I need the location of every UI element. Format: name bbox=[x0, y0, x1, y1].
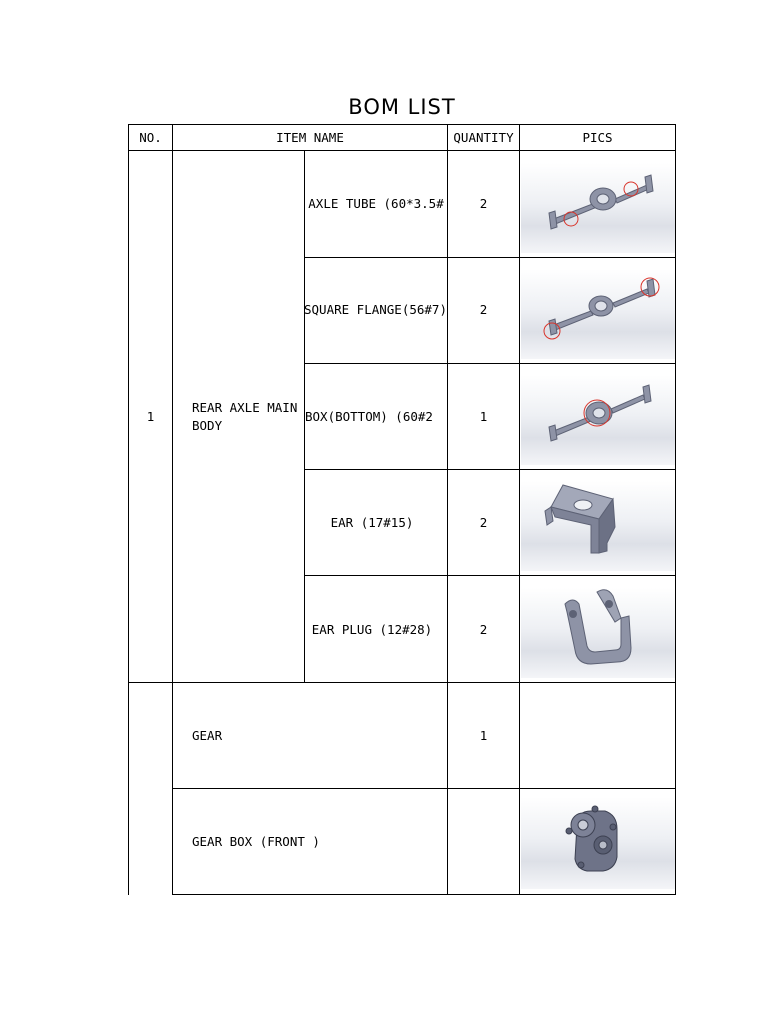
part-quantity: 2 bbox=[479, 196, 488, 211]
ear-bracket-drawing bbox=[521, 481, 675, 571]
row-divider bbox=[304, 257, 676, 258]
header-divider bbox=[128, 150, 676, 151]
part-name: EAR (17#15) bbox=[330, 515, 414, 530]
row-divider bbox=[304, 363, 676, 364]
group-number: 1 bbox=[146, 409, 155, 424]
header-no: NO. bbox=[139, 130, 162, 145]
column-divider-quantity bbox=[447, 124, 448, 895]
axle-flange-drawing bbox=[521, 269, 675, 359]
column-divider-no bbox=[172, 124, 173, 895]
axle-tube-drawing bbox=[521, 163, 675, 253]
table-border-top bbox=[128, 124, 676, 125]
part-name: GEAR bbox=[192, 728, 223, 743]
group-name: REAR AXLE MAIN BODY bbox=[192, 400, 298, 433]
header-pics: PICS bbox=[582, 130, 613, 145]
header-item-name: ITEM NAME bbox=[276, 130, 344, 145]
ear-plug-drawing bbox=[521, 588, 675, 678]
row-divider bbox=[304, 469, 676, 470]
part-quantity: 1 bbox=[479, 728, 488, 743]
part-quantity: 1 bbox=[479, 409, 488, 424]
part-name: GEAR BOX (FRONT ) bbox=[192, 834, 320, 849]
part-name: EAR PLUG (12#28) bbox=[311, 622, 433, 637]
row-divider bbox=[172, 788, 676, 789]
part-name: AXLE TUBE (60*3.5# bbox=[308, 196, 444, 211]
column-divider-pics bbox=[519, 124, 520, 895]
part-quantity: 2 bbox=[479, 622, 488, 637]
table-border-right bbox=[675, 124, 676, 895]
part-name: BOX(BOTTOM) (60#2 bbox=[305, 409, 433, 424]
group-divider bbox=[128, 682, 676, 683]
part-name: SQUARE FLANGE(56#7) bbox=[304, 302, 447, 317]
row-divider bbox=[304, 575, 676, 576]
part-quantity: 2 bbox=[479, 515, 488, 530]
empty-picture-cell bbox=[521, 690, 675, 782]
part-quantity: 2 bbox=[479, 302, 488, 317]
header-quantity: QUANTITY bbox=[453, 130, 514, 145]
table-border-bottom bbox=[172, 894, 676, 895]
page-title: BOM LIST bbox=[348, 95, 456, 119]
table-border-left bbox=[128, 124, 129, 895]
axle-box-drawing bbox=[521, 375, 675, 465]
gear-box-drawing bbox=[521, 797, 675, 889]
